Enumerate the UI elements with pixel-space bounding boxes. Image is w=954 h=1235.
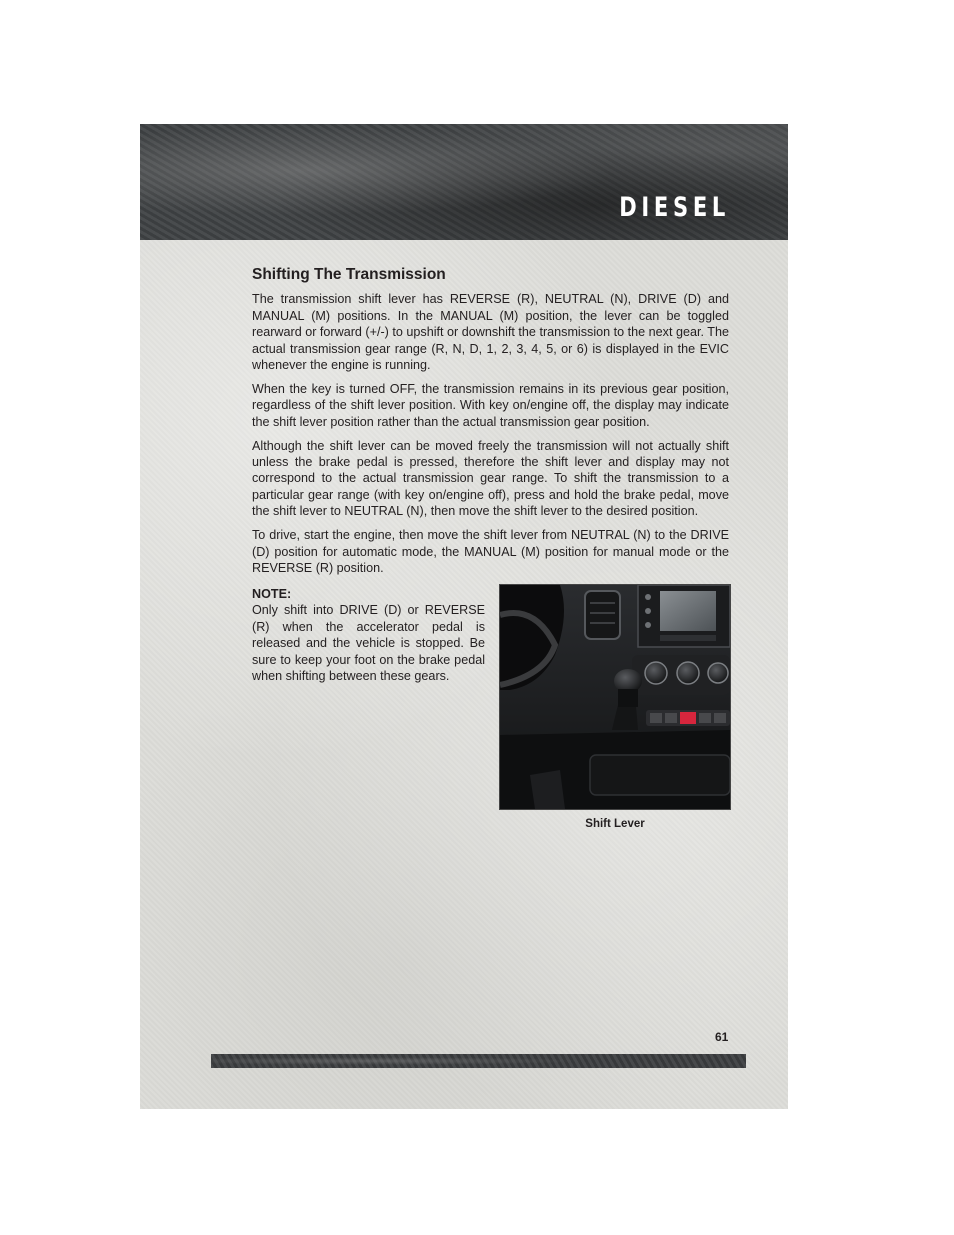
page-number: 61 bbox=[715, 1030, 729, 1044]
paragraph-1: The transmission shift lever has REVERSE (R), NEUTRAL (N), DRIVE (D) and MANUAL (M) positions. In the MANUAL (M) position, the lever can be toggled rearward or forward (+/-) to upshift or downshift the transmission to the next gear. The actual transmission gear range (R, N, D, 1, 2, 3, 4, 5, or 6) is displayed in the EVIC whenever the engine is running. bbox=[252, 292, 729, 373]
footer-band bbox=[211, 1054, 746, 1068]
header-band bbox=[140, 124, 788, 240]
section-title: DIESEL bbox=[619, 192, 730, 223]
note-text: Only shift into DRIVE (D) or REVERSE (R) when the accelerator pedal is released and the vehicle is stopped. Be sure to keep your foot on the brake pedal when shifting between these gears. bbox=[252, 603, 485, 683]
section-heading: Shifting The Transmission bbox=[252, 266, 446, 283]
paragraph-2: When the key is turned OFF, the transmission remains in its previous gear position, regardless of the shift lever position. With key on/engine off, the display may indicate the shift lever position rather than the actual transmission gear position. bbox=[252, 381, 729, 429]
note-and-figure bbox=[252, 584, 729, 844]
paragraph-4: To drive, start the engine, then move the shift lever from NEUTRAL (N) to the DRIVE (D) position for automatic mode, the MANUAL (M) position for manual mode or the REVERSE (R) position. bbox=[252, 528, 729, 575]
note-label: NOTE: bbox=[252, 586, 292, 601]
manual-page bbox=[140, 124, 788, 1109]
shift-lever-figure bbox=[499, 584, 731, 832]
paragraph-3: Although the shift lever can be moved freely the transmission will not actually shift unless the brake pedal is pressed, therefore the shift lever and display may not correspond to the actual transmission gear range. To shift the transmission to a particular gear range (with key on/engine off), press and hold the brake pedal, move the shift lever to NEUTRAL (N), then move the shift lever to the desired position. bbox=[252, 438, 729, 519]
figure-caption: Shift Lever bbox=[585, 817, 645, 830]
shift-lever-photo bbox=[499, 584, 731, 810]
page-content bbox=[252, 267, 729, 844]
note-box bbox=[252, 586, 485, 684]
